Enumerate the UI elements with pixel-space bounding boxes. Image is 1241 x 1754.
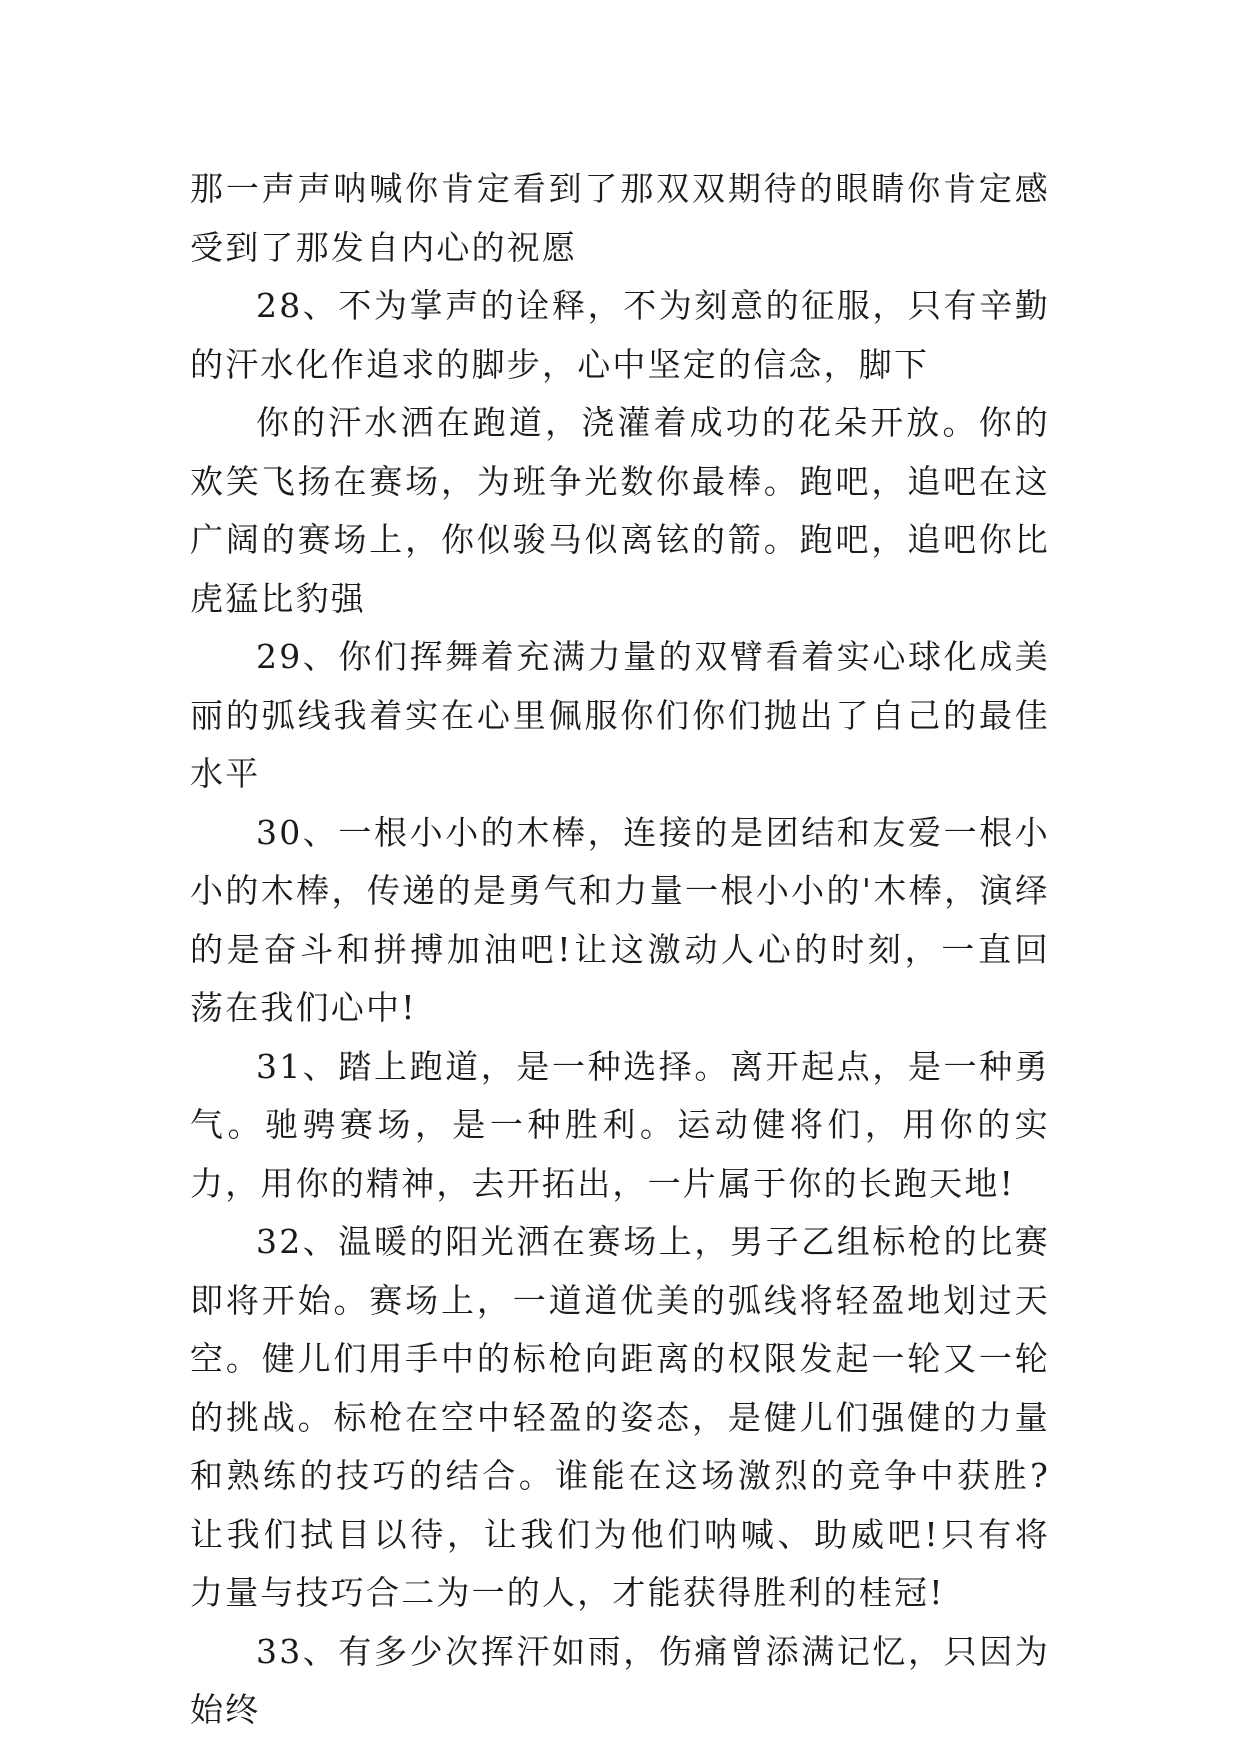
paragraph-28: 28、不为掌声的诠释，不为刻意的征服，只有辛勤的汗水化作追求的脚步，心中坚定的信念，脚下 <box>190 286 1050 384</box>
paragraph-33: 33、有多少次挥汗如雨，伤痛曾添满记忆，只因为始终 <box>190 1631 1050 1729</box>
paragraph-31: 31、踏上跑道，是一种选择。离开起点，是一种勇气。驰骋赛场，是一种胜利。运动健将们，用你的实力，用你的精神，去开拓出，一片属于你的长跑天地! <box>190 1046 1050 1203</box>
paragraph-28-continued: 你的汗水洒在跑道，浇灌着成功的花朵开放。你的欢笑飞扬在赛场，为班争光数你最棒。跑吧，追吧在这广阔的赛场上，你似骏马似离铉的箭。跑吧，追吧你比虎猛比豹强 <box>190 403 1050 618</box>
paragraph-intro: 那一声声呐喊你肯定看到了那双双期待的眼睛你肯定感受到了那发自内心的祝愿 <box>190 169 1050 267</box>
paragraph-29: 29、你们挥舞着充满力量的双臂看着实心球化成美丽的弧线我着实在心里佩服你们你们抛出了自己的最佳水平 <box>190 637 1050 793</box>
paragraph-32: 32、温暖的阳光洒在赛场上，男子乙组标枪的比赛即将开始。赛场上，一道道优美的弧线将轻盈地划过天空。健儿们用手中的标枪向距离的权限发起一轮又一轮的挑战。标枪在空中轻盈的姿态，是健儿们强健的力量和熟练的技巧的结合。谁能在这场激烈的竞争中获胜?让我们拭目以待，让我们为他们呐喊、助威吧!只有将力量与技巧合二为一的人，才能获得胜利的桂冠! <box>190 1222 1050 1612</box>
paragraph-30: 30、一根小小的木棒，连接的是团结和友爱一根小小的木棒，传递的是勇气和力量一根小小的'木棒，演绎的是奋斗和拼搏加油吧!让这激动人心的时刻，一直回荡在我们心中! <box>190 812 1050 1027</box>
document-body <box>190 160 1050 1740</box>
